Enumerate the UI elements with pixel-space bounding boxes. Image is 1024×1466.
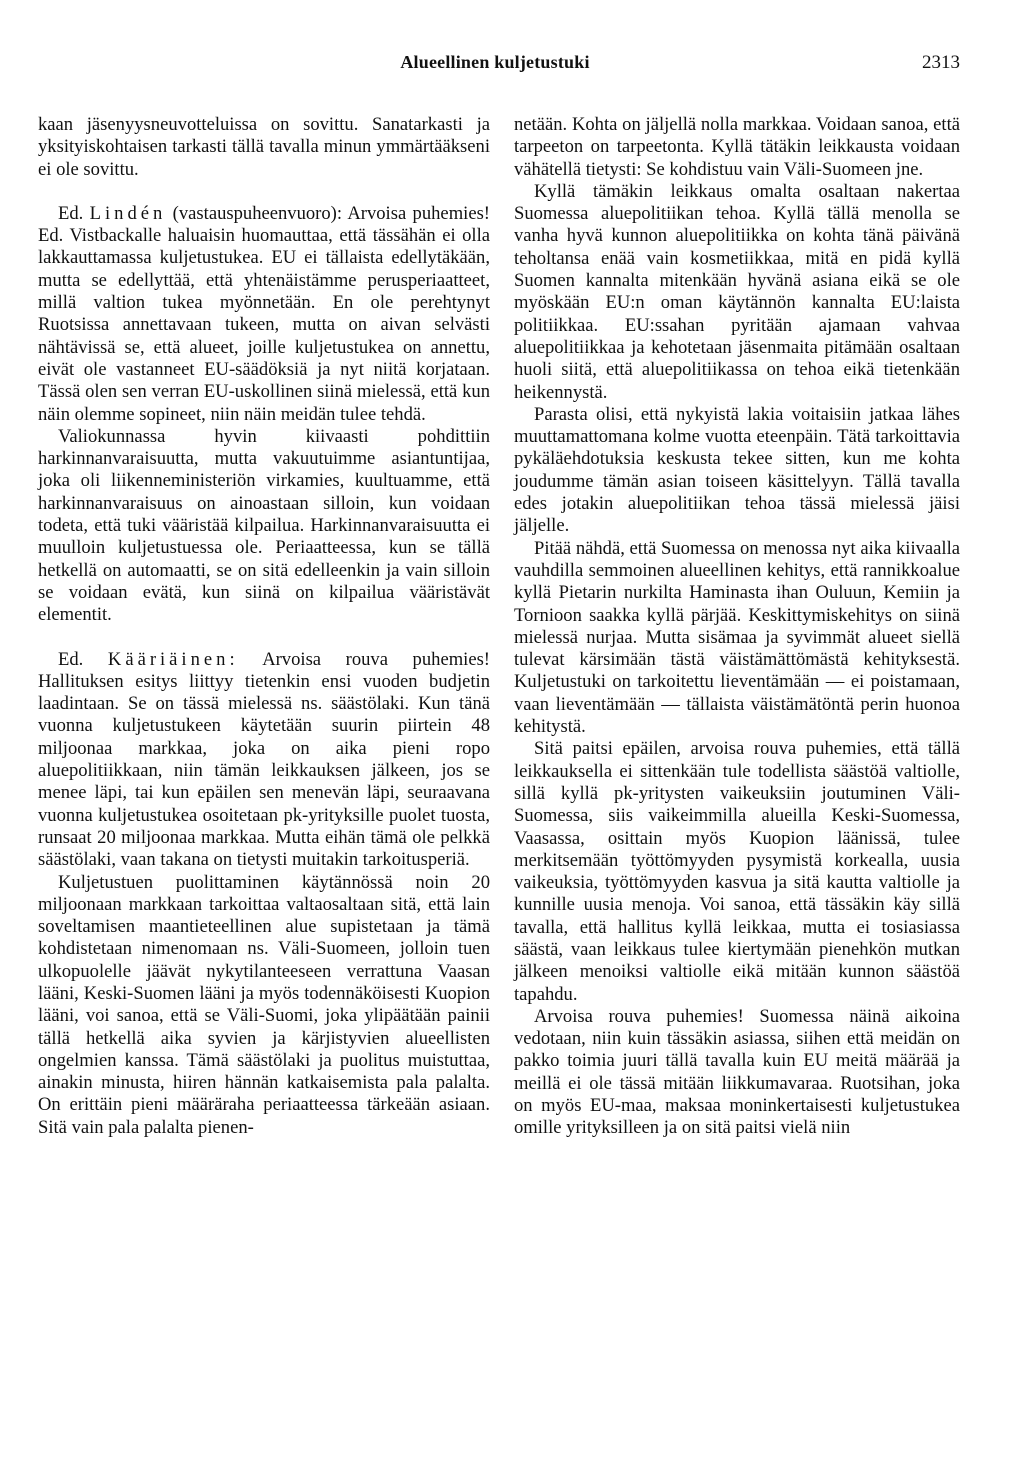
paragraph: Kyllä tämäkin leikkaus omalta osaltaan nakertaa Suomessa aluepolitiikan tehoa. Kyllä tällä menolla se vanha hyvä kunnon aluepolitiikka on kohta tänä päivänä teholtansa enää vain kosmetiikkaa, mitä en pidä kyllä Suomen kannalta mitenkään hyvänä asiana eikä se ole myöskään EU:n oman käytännön kannalta EU:laista politiikkaa. EU:ssahan pyritään ajamaan vahvaa aluepolitiikkaa ja kehotetaan jäsenmaita pitämään osaltaan huoli siitä, että aluepolitiikassa on tehoa eikä tietenkään heikennystä.	[514, 180, 960, 403]
paragraph: Sitä paitsi epäilen, arvoisa rouva puhemies, että tällä leikkauksella ei sittenkään tule todellista säästöä valtiolle, sillä kyllä pk-yritysten vaikeuksiin joutuminen Väli-Suomessa, siis vaikeimmilla alueilla Keski-Suomessa, Vaasassa, osittain myös Kuopion läänissä, tulee merkitsemään työttömyyden pysymistä korkealla, uusia vaikeuksia, työttömyyden kasvua ja sitä kautta valtiolle ja kunnille uusia menoja. Voi sanoa, että tässäkin käy sillä tavalla, että hallitus kyllä leikkaa, mutta ei tosiasiassa säästä, vaan leikkaus tulee kiertymään pienehkön mutkan jälkeen menoiksi valtiolle eikä mitään kunnon säästöä tapahdu.	[514, 738, 960, 1005]
right-column	[514, 114, 960, 1140]
speaker-name: Lindén	[89, 202, 167, 224]
paragraph: netään. Kohta on jäljellä nolla markkaa. Voidaan sanoa, että tarpeeton on tarpeetonta. Kyllä tätäkin leikkausta voidaan vähätellä tietysti: Se kohdistuu vain Väli-Suomeen jne.	[514, 114, 960, 180]
speaker-name: Kääriäinen:	[107, 648, 239, 670]
speech-text: (vastauspuheenvuoro): Arvoisa puhemies! Ed. Vistbackalle haluaisin huomauttaa, että tässähän ei olla lakkauttamassa kuljetustukea. EU ei tällaista edellytäkään, mutta se edellyttää, että yhtenäistämme perusperiaatteet, millä valtion tukea myönnetään. En ole perehtynyt Ruotsissa annettavaan tukeen, mutta on aivan selvästi nähtävissä se, että alueet, joille kuljetustukea on annettu, eivät ole vastanneet EU-säädöksiä ja nyt niitä korjataan. Tässä olen sen verran EU-uskollinen siinä mielessä, että kun näin olemme sopineet, niin näin meidän tulee tehdä.	[38, 202, 490, 425]
speech-text: Arvoisa rouva puhemies! Hallituksen esitys liittyy tietenkin ensi vuoden budjetin laadintaan. Se on tässä mielessä ns. säästölaki. Kun tänä vuonna kuljetustukeen käytetään suurin piirtein 48 miljoonaa markkaa, joka on aika pieni ropo aluepolitiikkaan, niin tämän leikkauksen jälkeen, jos se menee läpi, tai kun epäilen sen menevän läpi, seuraavana vuonna kuljetustukea osoitetaan pk-yrityksille puolet tuosta, runsaat 20 miljoonaa markkaa. Mutta eihän tämä ole pelkkä säästölaki, vaan takana on tietysti muitakin tarkoitusperiä.	[38, 648, 490, 871]
paragraph: kaan jäsenyysneuvotteluissa on sovittu. Sanatarkasti ja yksityiskohtaisen tarkasti tällä tavalla minun ymmärtääkseni ei ole sovittu.	[38, 114, 490, 180]
paragraph: Valiokunnassa hyvin kiivaasti pohdittiin harkinnanvaraisuutta, mutta vakuutuimme asiantuntijaa, joka oli liikenneministeriön virkamies, kuultuamme, että harkinnanvaraisuus on ainoastaan silloin, kun voidaan todeta, että tuki vääristää kilpailua. Harkinnanvaraisuutta ei muulloin kuljetustuessa ole. Periaatteessa, kun se tällä hetkellä on automaatti, se on sitä edelleenkin ja vain silloin se voidaan evätä, kun siinä on kilpailua vääristävät elementit.	[38, 425, 490, 626]
paragraph: Kuljetustuen puolittaminen käytännössä noin 20 miljoonaan markkaan tarkoittaa valtaosaltaan sitä, että lain soveltamisen maantieteellinen alue supistetaan ja tämä kohdistetaan nimenomaan ns. Väli-Suomeen, jolloin tuen ulkopuolelle jäävät nykytilanteeseen verrattuna Vaasan lääni, Keski-Suomen lääni ja myös todennäköisesti Kuopion lääni, voi sanoa, että se Väli-Suomi, joka ylipäätään painii tällä hetkellä aika syvien ja kärjistyvien alueellisten ongelmien kanssa. Tämä säästölaki ja puolitus muistuttaa, ainakin minusta, hiiren hännän katkaisemista pala palalta. On erittäin pieni määräraha periaatteessa tärkeään asiaan. Sitä vain pala palalta pienen-	[38, 871, 490, 1138]
speech-kaariainen	[38, 649, 490, 872]
speaker-prefix: Ed.	[58, 648, 84, 670]
speech-linden	[38, 203, 490, 426]
paragraph: Parasta olisi, että nykyistä lakia voitaisiin jatkaa lähes muuttamattomana kolme vuotta eteenpäin. Tätä tarkoittavia pykäläehdotuksia keskusta tekee sitten, kun me kohta joudumme tämän asian toiseen käsittelyyn. Tällä tavalla edes jotakin aluepolitiikan tehoa tässä mielessä jäisi jäljelle.	[514, 403, 960, 537]
paragraph: Arvoisa rouva puhemies! Suomessa näinä aikoina vedotaan, niin kuin tässäkin asiassa, siihen että meidän on pakko toimia juuri tällä tavalla kuin EU meitä määrää ja meillä ei ole tässä mitään liikkumavaraa. Ruotsihan, joka on myös EU-maa, maksaa moninkertaisesti kuljetustukea omille yrityksilleen ja on sitä paitsi vielä niin	[514, 1005, 960, 1139]
page-header	[30, 52, 960, 82]
running-title: Alueellinen kuljetustuki	[400, 52, 590, 72]
speaker-prefix: Ed.	[58, 202, 84, 224]
page-number: 2313	[922, 52, 960, 73]
left-column	[38, 114, 490, 1139]
paragraph: Pitää nähdä, että Suomessa on menossa nyt aika kiivaalla vauhdilla semmoinen alueellinen kehitys, että rannikkoalue kyllä Pietarin nurkilta Haminasta ihan Ouluun, Kemiin ja Tornioon saakka kyllä pärjää. Keskittymiskehitys on siinä mielessä nurjaa. Mutta sisämaa ja syvimmät alueet siellä tulevat kärsimään tästä väistämättömästä kehityksestä. Kuljetustuki on tarkoitettu lieventämään — ei poistamaan, vaan lieventämään — tällaista väistämätöntä perin huonoa kehitystä.	[514, 537, 960, 738]
